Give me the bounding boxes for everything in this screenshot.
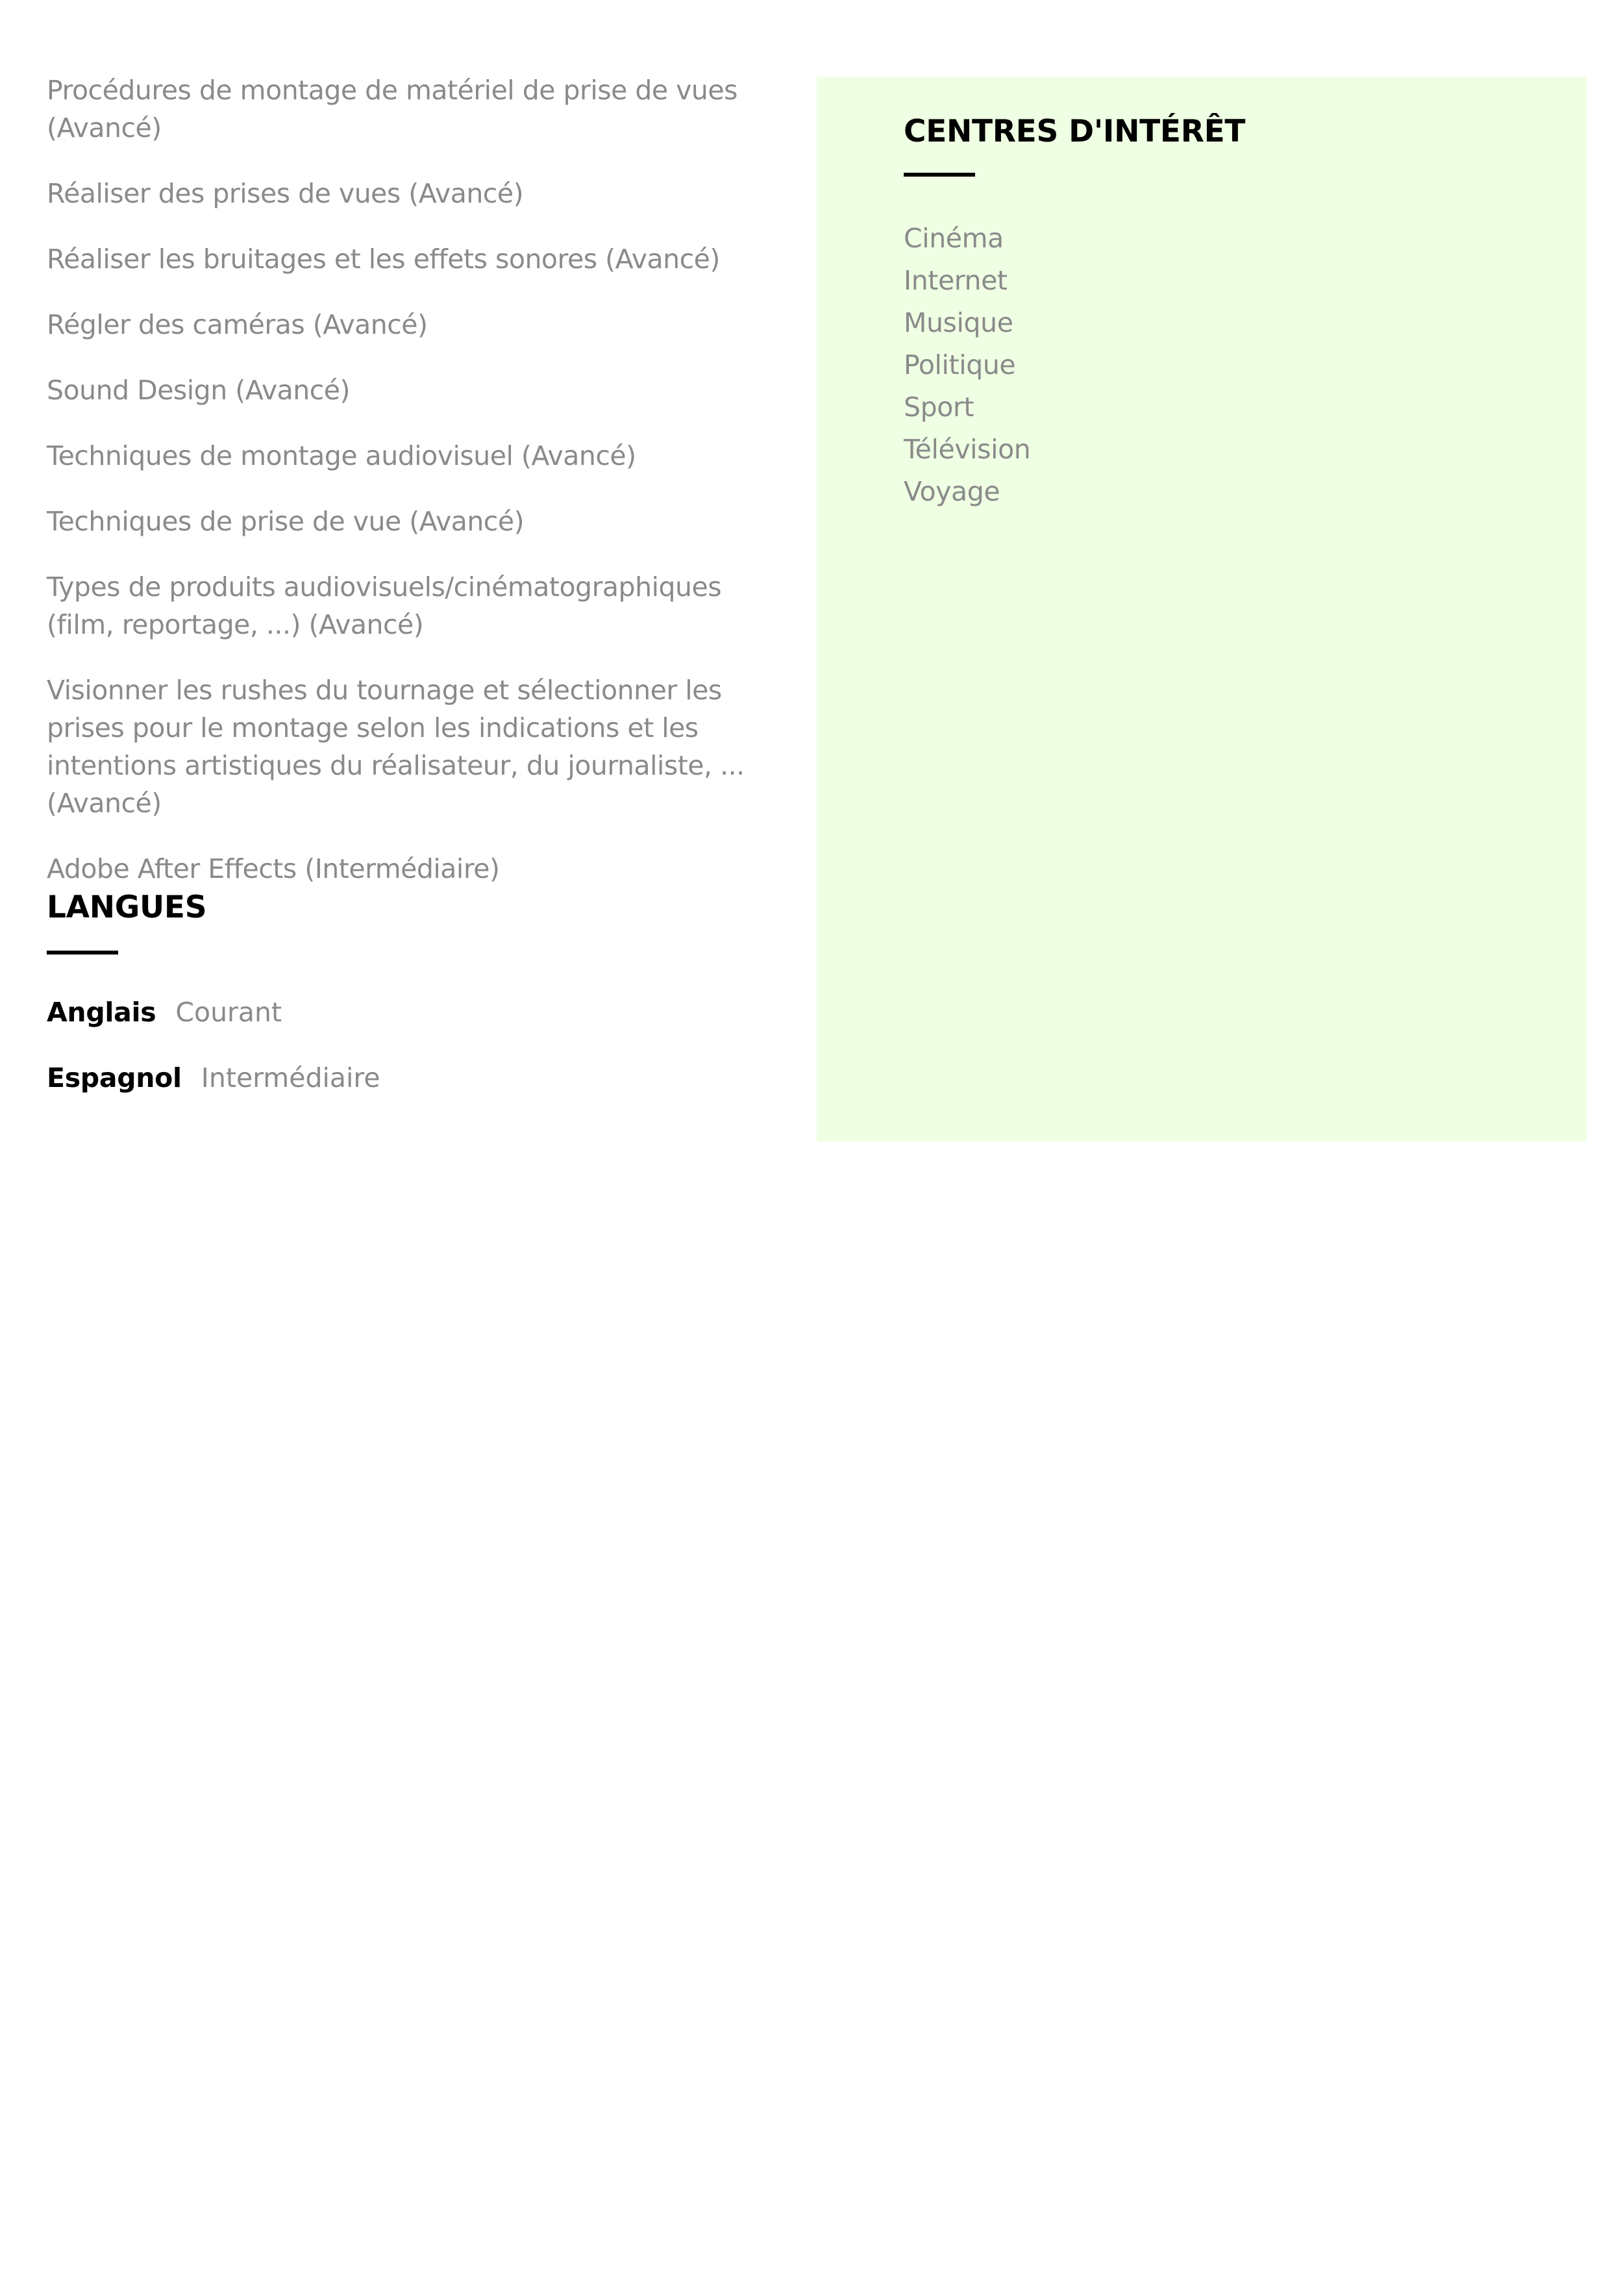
interests-heading: CENTRES D'INTÉRÊT xyxy=(904,114,1246,149)
languages-heading: LANGUES xyxy=(47,890,207,925)
interest-item: Télévision xyxy=(904,434,1031,465)
skill-item: Régler des caméras (Avancé) xyxy=(47,309,428,340)
languages-heading-underline xyxy=(47,951,118,955)
interests-heading-underline xyxy=(904,173,975,177)
interests-list xyxy=(904,218,1030,513)
skill-item: Techniques de prise de vue (Avancé) xyxy=(47,506,525,537)
interest-item: Politique xyxy=(904,349,1016,381)
interest-item: Musique xyxy=(904,307,1013,338)
skill-item: Réaliser les bruitages et les effets sonores (Avancé) xyxy=(47,243,720,275)
interest-item: Voyage xyxy=(904,476,1000,507)
skills-list xyxy=(47,71,774,888)
skill-item: Visionner les rushes du tournage et sélectionner les prises pour le montage selon les indications et les intentions artistiques du réalisateur, du journaliste, ... (Avancé) xyxy=(47,675,745,819)
interest-item: Internet xyxy=(904,265,1008,296)
language-level: Courant xyxy=(175,997,282,1028)
skill-item: Adobe After Effects (Intermédiaire) xyxy=(47,853,500,884)
skill-item: Sound Design (Avancé) xyxy=(47,375,351,406)
language-name: Espagnol xyxy=(47,1062,182,1093)
interest-item: Cinéma xyxy=(904,223,1004,254)
interest-item: Sport xyxy=(904,392,974,423)
skill-item: Types de produits audiovisuels/cinématographiques (film, reportage, ...) (Avancé) xyxy=(47,571,722,640)
language-row xyxy=(47,1059,380,1097)
language-row xyxy=(47,993,282,1031)
skill-item: Réaliser des prises de vues (Avancé) xyxy=(47,178,524,209)
skill-item: Techniques de montage audiovisuel (Avancé) xyxy=(47,440,636,471)
language-level: Intermédiaire xyxy=(201,1062,380,1093)
language-name: Anglais xyxy=(47,997,156,1028)
skills-column xyxy=(47,71,774,916)
skill-item: Procédures de montage de matériel de prise de vues (Avancé) xyxy=(47,75,738,144)
